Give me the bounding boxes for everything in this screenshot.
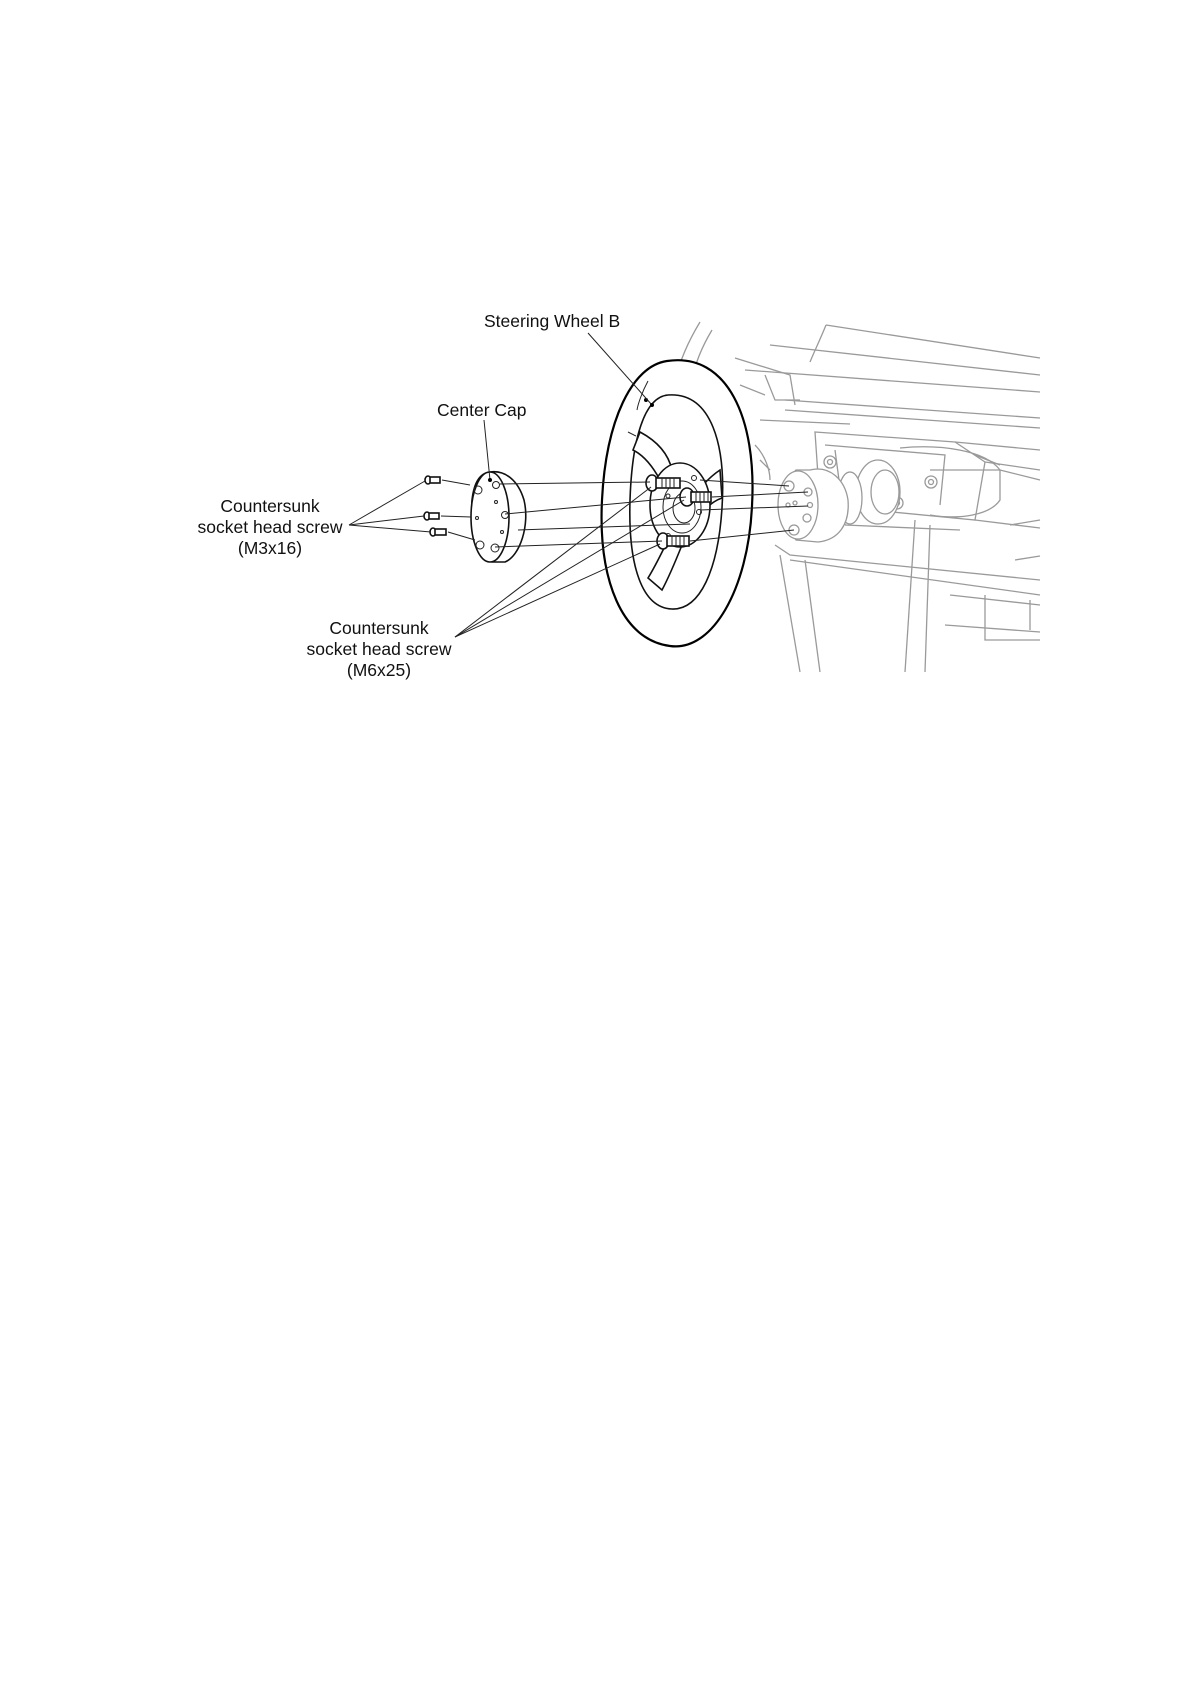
m3-screw-1 xyxy=(425,476,440,484)
center-cap-label: Center Cap xyxy=(437,400,527,420)
m6-screw-label-line-3: (M6x25) xyxy=(346,660,412,680)
m3-screw-label xyxy=(198,496,343,558)
m6-screw-label xyxy=(307,618,452,680)
steering-wheel-b-label: Steering Wheel B xyxy=(484,311,621,331)
m6-screw-upper xyxy=(646,475,680,491)
m3-screws xyxy=(424,476,446,536)
m6-screw-label-line-2: socket head screw xyxy=(306,639,452,659)
m3-screw-2 xyxy=(424,512,439,520)
m3-screw-label-line-3: (M3x16) xyxy=(237,538,303,558)
center-cap xyxy=(471,472,526,562)
m3-screw-label-line-1: Countersunk xyxy=(220,496,320,516)
m3-screw-label-line-2: socket head screw xyxy=(197,517,343,537)
m6-screw-label-line-1: Countersunk xyxy=(329,618,429,638)
m3-screw-3 xyxy=(430,528,446,536)
